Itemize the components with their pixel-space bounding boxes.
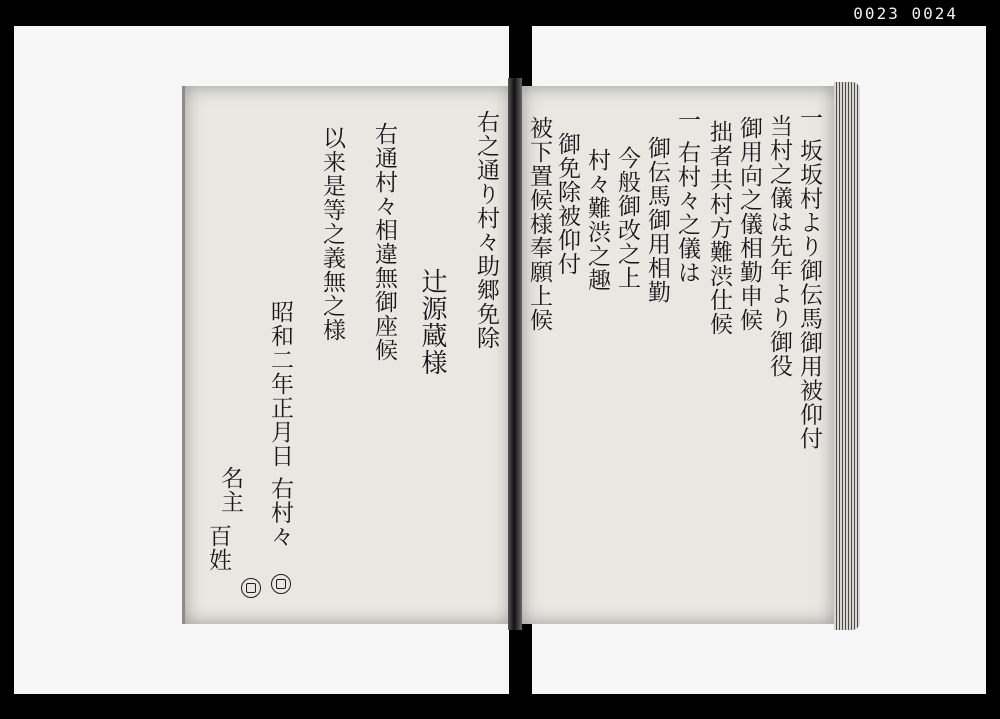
left-page-column-7: 百姓: [205, 524, 231, 572]
right-page-column-1: 一 坂坂村より御伝馬御用被仰付: [796, 106, 822, 451]
left-page-column-3: 右通村々相違無御座候: [371, 122, 397, 362]
right-page-column-10: 被下置候様奉願上候: [526, 116, 552, 332]
open-manuscript-book: [182, 78, 860, 630]
seal-stamp-2: [241, 578, 261, 598]
left-page-column-6: 名主: [217, 466, 243, 514]
right-page-column-3: 御用向之儀相勤申候: [736, 116, 762, 332]
left-page-column-4: 以来是等之義無之様: [319, 126, 345, 342]
left-page-column-1: 右之通り村々助郷免除: [473, 110, 499, 350]
right-page: [522, 86, 834, 624]
right-page-column-8: 村々難渋之趣: [584, 148, 610, 292]
left-page-column-2: 辻源蔵様: [417, 268, 447, 376]
right-page-column-5: 一 右村々之儀は: [674, 108, 700, 285]
right-page-column-4: 拙者共村方難渋仕候: [706, 120, 732, 336]
right-page-column-7: 今般御改之上: [614, 146, 640, 290]
seal-stamp-1: [271, 574, 291, 594]
book-gutter: [508, 78, 522, 630]
right-page-column-6: 御伝馬御用相勤: [644, 136, 670, 304]
book-page-edges: [834, 82, 860, 630]
right-page-column-2: 当村之儀は先年より御役: [766, 114, 792, 378]
right-page-column-9: 御免除被仰付: [554, 132, 580, 276]
left-page: [182, 86, 511, 624]
frame-number: 0023 0024: [853, 4, 958, 23]
left-page-column-5: 昭和二年正月日 右村々: [267, 300, 293, 549]
